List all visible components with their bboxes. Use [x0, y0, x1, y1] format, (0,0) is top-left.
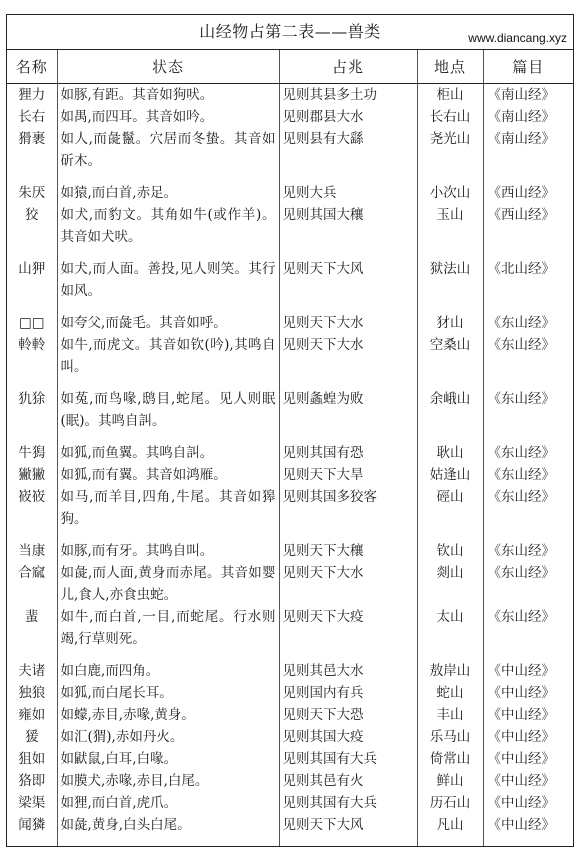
- row-omen: 见则螽蝗为败: [279, 378, 417, 432]
- row-omen: 见则天下大风: [279, 814, 417, 846]
- row-state: 如人,而彘鬣。穴居而冬蛰。其音如斫木。: [57, 128, 279, 172]
- row-book: 《中山经》: [487, 707, 555, 723]
- row-state: 如夸父,而彘毛。其音如呼。: [57, 302, 279, 334]
- row-state: 如狐,而鱼翼。其鸣自訆。: [57, 432, 279, 464]
- table-row: [7, 106, 573, 128]
- row-state: 如菟,而鸟喙,鸱目,蛇尾。见人则眠(眠)。其鸣自訆。: [57, 378, 279, 432]
- header-row: [7, 50, 573, 84]
- row-omen: 见则其国有大兵: [279, 748, 417, 770]
- row-book: 《东山经》: [487, 445, 555, 461]
- table-row: [7, 464, 573, 486]
- row-state: 如狸,而白首,虎爪。: [57, 792, 279, 814]
- row-book: 《中山经》: [487, 663, 555, 679]
- row-place: 丰山: [417, 704, 483, 726]
- data-table: [7, 50, 573, 846]
- row-omen: 见则其邑大水: [279, 650, 417, 682]
- table-row: [7, 704, 573, 726]
- column-header-omen: 占兆: [279, 50, 417, 84]
- row-name: 独狼: [7, 682, 57, 704]
- table-row: [7, 650, 573, 682]
- row-state: 如猿,而白首,赤足。: [57, 172, 279, 204]
- table-row: [7, 770, 573, 792]
- row-place: 尧光山: [417, 128, 483, 172]
- row-omen: 见则其国有大兵: [279, 792, 417, 814]
- row-state: 如犬,而人面。善投,见人则笑。其行如风。: [57, 248, 279, 302]
- row-book: 《东山经》: [487, 489, 555, 505]
- row-state: 如鼣鼠,白耳,白喙。: [57, 748, 279, 770]
- table-row: [7, 172, 573, 204]
- table-row: [7, 378, 573, 432]
- row-omen: 见则大兵: [279, 172, 417, 204]
- row-omen: 见则天下大旱: [279, 464, 417, 486]
- row-name: 梁渠: [7, 792, 57, 814]
- table-row: [7, 128, 573, 172]
- table-row: [7, 248, 573, 302]
- row-book: 《中山经》: [487, 751, 555, 767]
- row-state: 如豚,有距。其音如狗吠。: [57, 84, 279, 107]
- row-name: 狸力: [7, 84, 57, 107]
- row-place: 耿山: [417, 432, 483, 464]
- watermark: www.diancang.xyz: [468, 31, 567, 45]
- row-state: 如禺,而四耳。其音如吟。: [57, 106, 279, 128]
- row-omen: 见则其国多狡客: [279, 486, 417, 530]
- row-omen: 见则郡县大水: [279, 106, 417, 128]
- table-row: [7, 530, 573, 562]
- row-omen: 见则国内有兵: [279, 682, 417, 704]
- row-name: 猨: [7, 726, 57, 748]
- row-name: 山狎: [7, 248, 57, 302]
- table-row: [7, 334, 573, 378]
- row-name: 狙如: [7, 748, 57, 770]
- row-name: 峳峳: [7, 486, 57, 530]
- table-row: [7, 748, 573, 770]
- row-omen: 见则天下大水: [279, 334, 417, 378]
- row-state: 如牛,而虎文。其音如钦(吟),其鸣自叫。: [57, 334, 279, 378]
- row-name: 合窳: [7, 562, 57, 606]
- row-book: 《东山经》: [487, 543, 555, 559]
- table-title: 山经物占第二表——兽类: [199, 22, 381, 41]
- table-frame: [6, 14, 574, 847]
- column-header-place: 地点: [417, 50, 483, 84]
- row-book: 《东山经》: [487, 565, 555, 581]
- table-row: [7, 562, 573, 606]
- row-name: 牛獡: [7, 432, 57, 464]
- row-state: 如彘,而人面,黄身而赤尾。其音如婴儿,食人,亦食虫蛇。: [57, 562, 279, 606]
- row-book: 《中山经》: [487, 817, 555, 833]
- row-omen: 见则其国有恐: [279, 432, 417, 464]
- table-row: [7, 814, 573, 846]
- row-place: 鲜山: [417, 770, 483, 792]
- table-row: [7, 486, 573, 530]
- row-book: 《中山经》: [487, 729, 555, 745]
- title-bar: [7, 15, 573, 50]
- row-state: 如马,而羊目,四角,牛尾。其音如獆狗。: [57, 486, 279, 530]
- row-name: 朱厌: [7, 172, 57, 204]
- row-place: 姑逢山: [417, 464, 483, 486]
- row-name: 蜚: [7, 606, 57, 650]
- row-omen: 见则天下大风: [279, 248, 417, 302]
- row-omen: 见则天下大疫: [279, 606, 417, 650]
- row-state: 如狐,而白尾长耳。: [57, 682, 279, 704]
- table-row: [7, 606, 573, 650]
- row-book: 《中山经》: [487, 773, 555, 789]
- table-body: [7, 84, 573, 847]
- row-place: 倚常山: [417, 748, 483, 770]
- table-row: [7, 84, 573, 107]
- table-row: [7, 682, 573, 704]
- row-book: 《北山经》: [487, 261, 555, 277]
- row-name: 当康: [7, 530, 57, 562]
- row-book: 《东山经》: [487, 391, 555, 407]
- column-header-book: 篇目: [483, 50, 573, 84]
- row-place: 小次山: [417, 172, 483, 204]
- row-omen: 见则其国大疫: [279, 726, 417, 748]
- row-omen: 见则其县多土功: [279, 84, 417, 107]
- row-name: 狢即: [7, 770, 57, 792]
- row-name: 獙獙: [7, 464, 57, 486]
- row-state: 如犬,而豹文。其角如牛(或作羊)。其音如犬吠。: [57, 204, 279, 248]
- row-book: 《南山经》: [487, 131, 555, 147]
- row-state: 如汇(猬),赤如丹火。: [57, 726, 279, 748]
- row-book: 《东山经》: [487, 467, 555, 483]
- column-header-state: 状态: [57, 50, 279, 84]
- row-book: 《南山经》: [487, 87, 555, 103]
- row-place: 敖岸山: [417, 650, 483, 682]
- row-state: 如牛,而白首,一目,而蛇尾。行水则竭,行草则死。: [57, 606, 279, 650]
- column-header-name: 名称: [7, 50, 57, 84]
- row-omen: 见则天下大恐: [279, 704, 417, 726]
- row-name: 猾裹: [7, 128, 57, 172]
- row-name: 雍如: [7, 704, 57, 726]
- row-omen: 见则其国大穰: [279, 204, 417, 248]
- table-row: [7, 204, 573, 248]
- row-place: 犲山: [417, 302, 483, 334]
- row-omen: 见则其邑有火: [279, 770, 417, 792]
- row-state: 如白鹿,而四角。: [57, 650, 279, 682]
- row-omen: 见则县有大繇: [279, 128, 417, 172]
- row-place: 太山: [417, 606, 483, 650]
- row-name: □□: [7, 302, 57, 334]
- row-state: 如豚,而有牙。其鸣自叫。: [57, 530, 279, 562]
- row-place: 柜山: [417, 84, 483, 107]
- table-row: [7, 726, 573, 748]
- row-place: 余峨山: [417, 378, 483, 432]
- row-place: 乐马山: [417, 726, 483, 748]
- row-place: 硜山: [417, 486, 483, 530]
- row-book: 《南山经》: [487, 109, 555, 125]
- row-omen: 见则天下大穰: [279, 530, 417, 562]
- row-place: 剡山: [417, 562, 483, 606]
- row-book: 《西山经》: [487, 185, 555, 201]
- row-name: 軨軨: [7, 334, 57, 378]
- row-place: 长右山: [417, 106, 483, 128]
- row-state: 如彘,黄身,白头白尾。: [57, 814, 279, 846]
- row-book: 《中山经》: [487, 795, 555, 811]
- row-place: 狱法山: [417, 248, 483, 302]
- table-row: [7, 302, 573, 334]
- row-book: 《东山经》: [487, 337, 555, 353]
- row-state: 如蠓,赤目,赤喙,黄身。: [57, 704, 279, 726]
- row-book: 《东山经》: [487, 315, 555, 331]
- row-book: 《东山经》: [487, 609, 555, 625]
- row-place: 玉山: [417, 204, 483, 248]
- row-book: 《中山经》: [487, 685, 555, 701]
- row-place: 凡山: [417, 814, 483, 846]
- row-place: 蛇山: [417, 682, 483, 704]
- row-name: 长右: [7, 106, 57, 128]
- row-place: 历石山: [417, 792, 483, 814]
- row-name: 犰狳: [7, 378, 57, 432]
- table-row: [7, 792, 573, 814]
- row-name: 夫诸: [7, 650, 57, 682]
- row-book: 《西山经》: [487, 207, 555, 223]
- row-place: 空桑山: [417, 334, 483, 378]
- row-place: 钦山: [417, 530, 483, 562]
- row-state: 如膜犬,赤喙,赤目,白尾。: [57, 770, 279, 792]
- row-state: 如狐,而有翼。其音如鸿雁。: [57, 464, 279, 486]
- row-name: 闻獜: [7, 814, 57, 846]
- row-name: 狡: [7, 204, 57, 248]
- table-row: [7, 432, 573, 464]
- row-omen: 见则天下大水: [279, 562, 417, 606]
- row-omen: 见则天下大水: [279, 302, 417, 334]
